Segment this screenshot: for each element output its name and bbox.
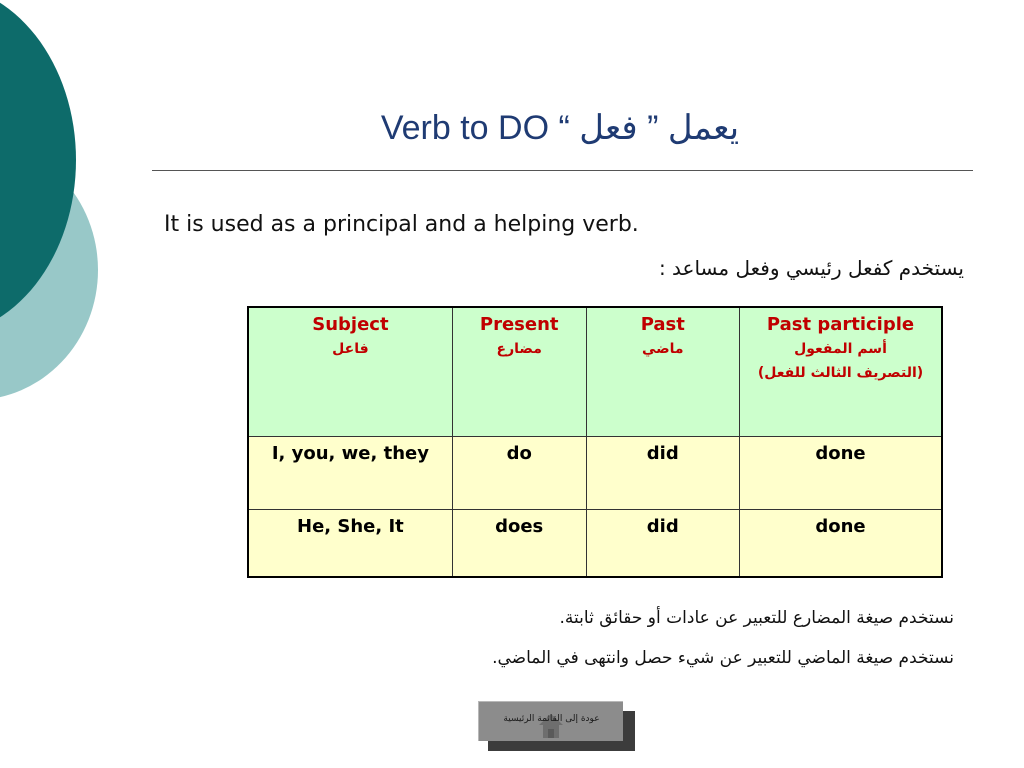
note-present-usage: نستخدم صيغة المضارع للتعبير عن عادات أو حقائق ثابتة. — [559, 608, 954, 628]
header-label-en: Past — [640, 314, 685, 335]
header-cell-subject — [248, 307, 452, 437]
header-label-ar: أسم المفعول — [794, 341, 887, 357]
header-cell-past-participle — [740, 307, 943, 437]
header-label-en: Present — [479, 314, 559, 335]
header-label-ar: فاعل — [332, 341, 369, 357]
home-button[interactable] — [478, 701, 623, 741]
slide-title: Verb to DO “ يعمل ” فعل — [380, 109, 740, 147]
note-past-usage: نستخدم صيغة الماضي للتعبير عن شيء حصل وانتهى في الماضي. — [492, 648, 954, 668]
home-button-label: عودة إلى القائمة الرئيسية — [503, 714, 600, 724]
table-cell-subject: He, She, It — [248, 510, 452, 578]
verb-conjugation-table — [247, 306, 943, 578]
table-cell-past-participle: done — [740, 437, 943, 510]
table-row — [248, 510, 942, 578]
table-cell-subject: I, you, we, they — [248, 437, 452, 510]
table-cell-past: did — [586, 437, 739, 510]
table-cell-present: do — [452, 437, 586, 510]
table-header-row — [248, 307, 942, 437]
header-label-ar: مضارع — [496, 341, 542, 357]
table-cell-past: did — [586, 510, 739, 578]
intro-english: It is used as a principal and a helping verb. — [164, 212, 639, 237]
table-row — [248, 437, 942, 510]
table-cell-present: does — [452, 510, 586, 578]
header-cell-past — [586, 307, 739, 437]
header-cell-present — [452, 307, 586, 437]
header-label-ar: ماضي — [641, 341, 684, 357]
intro-arabic: يستخدم كفعل رئيسي وفعل مساعد : — [658, 256, 964, 280]
header-label-en: Past participle — [766, 314, 915, 335]
header-note-ar: (التصريف الثالث للفعل) — [757, 365, 924, 381]
title-divider — [152, 170, 973, 171]
header-label-en: Subject — [312, 314, 389, 335]
table-cell-past-participle: done — [740, 510, 943, 578]
